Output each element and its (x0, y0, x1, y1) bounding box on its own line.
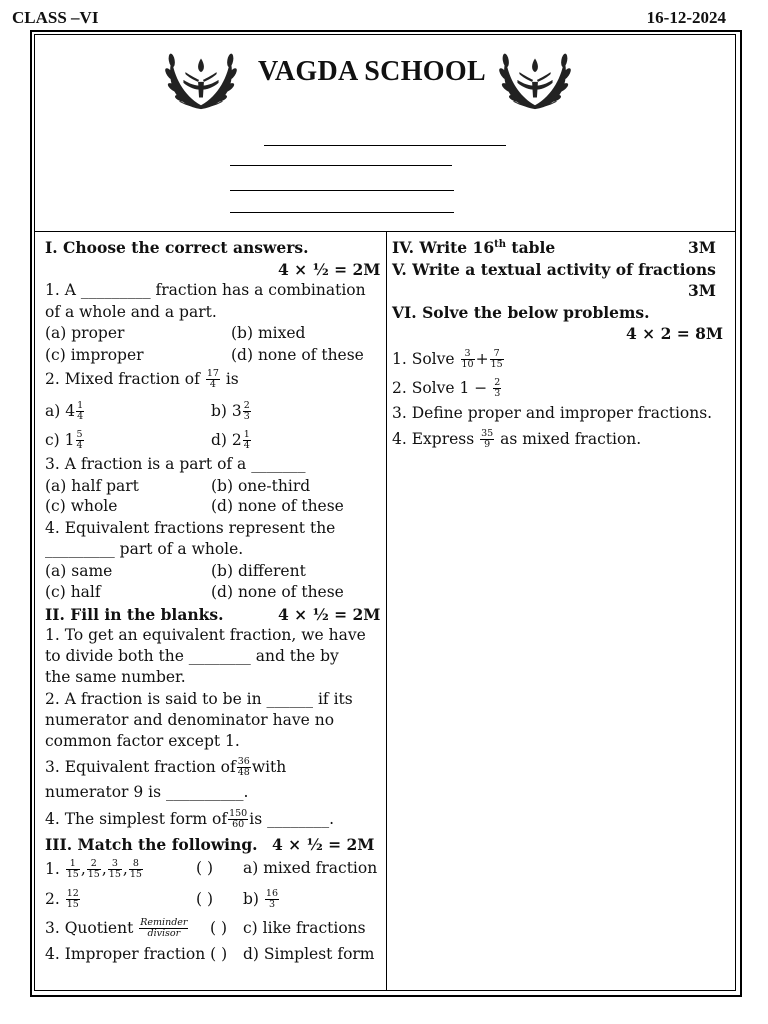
section-2-marks: 4 × ½ = 2M (278, 605, 381, 624)
s1-q1-option-a: (a) proper (45, 324, 125, 342)
s1-q4-option-c: (c) half (45, 583, 101, 601)
section-5-title: V. Write a textual activity of fractions (392, 260, 716, 279)
s1-q1-option-d: (d) none of these (231, 346, 364, 364)
s1-q3-option-b: (b) one-third (211, 477, 311, 495)
s1-q2-option-c: c) 1 $\frac{5}{4}$ (45, 428, 83, 451)
s1-q4-line1: 4. Equivalent fractions represent the (45, 519, 336, 537)
fraction: $\frac{17}{4}$ (206, 367, 219, 390)
s2-q2-line1: 2. A fraction is said to be in ______ if its (45, 690, 353, 708)
s1-q2-tail: is (225, 370, 239, 388)
section-2-title: II. Fill in the blanks. (45, 605, 224, 624)
header-divider (34, 231, 735, 232)
s2-q1-line2: to divide both the ________ and the by (45, 647, 339, 665)
s1-q2-text: 2. Mixed fraction of (45, 370, 200, 388)
s3-row-1-question: 1. $\frac{1}{15}$ , $\frac{2}{15}$ , $\frac{3}{15}$ , $\frac{8}{15}$ (45, 857, 142, 880)
s2-q4: 4. The simplest form of $\frac{150}{60}$ is ________. (45, 807, 334, 830)
s3-row-3-question: 3. Quotient $\frac{\text{Reminder}}{\text{divisor}}$ (45, 916, 188, 939)
section-3-marks: 4 × ½ = 2M (272, 835, 375, 854)
s6-problem-1: 1. Solve $\frac{3}{10}$ + $\frac{7}{15}$ (392, 347, 503, 370)
s3-row-2-answer: b) $\frac{16}{3}$ (243, 887, 279, 910)
s1-q1-line2: of a whole and a part. (45, 303, 217, 321)
s1-q2-option-d: d) 2 $\frac{1}{4}$ (211, 428, 250, 451)
s2-q1-line1: 1. To get an equivalent fraction, we have (45, 626, 366, 644)
s6-problem-4: 4. Express $\frac{35}{9}$ as mixed fraction. (392, 427, 642, 450)
class-label: CLASS –VI (12, 8, 99, 27)
s3-row-3-answer: c) like fractions (243, 919, 366, 937)
s1-q3: 3. A fraction is a part of a _______ (45, 455, 306, 473)
blank-line-2 (230, 190, 454, 191)
s2-q1-line3: the same number. (45, 668, 186, 686)
section-6-marks: 4 × 2 = 8M (626, 324, 724, 343)
school-name: VAGDA SCHOOL (258, 56, 486, 87)
section-6-title: VI. Solve the below problems. (392, 303, 650, 322)
s1-q4-option-b: (b) different (211, 562, 306, 580)
section-3-title: III. Match the following. (45, 835, 258, 854)
s6-problem-2: 2. Solve 1 − $\frac{2}{3}$ (392, 376, 501, 399)
section-1-title: I. Choose the correct answers. (45, 238, 309, 257)
s1-q3-option-a: (a) half part (45, 477, 139, 495)
school-logo-right-icon (496, 36, 574, 116)
s1-q1-option-b: (b) mixed (231, 324, 306, 342)
s2-q3-line2: numerator 9 is __________. (45, 783, 249, 801)
s3-row-2-question: 2. $\frac{12}{15}$ (45, 887, 79, 910)
s3-row-3-paren: ( ) (210, 919, 228, 937)
s1-q3-option-d: (d) none of these (211, 497, 344, 515)
blank-line-name (264, 145, 506, 146)
s3-row-2-paren: ( ) (196, 890, 214, 908)
s1-q1-line1: 1. A _________ fraction has a combination (45, 281, 366, 299)
blank-line-1 (230, 165, 452, 166)
exam-date: 16-12-2024 (646, 8, 726, 27)
section-5-marks: 3M (688, 281, 716, 300)
s2-q3-line1: 3. Equivalent fraction of $\frac{36}{48}$ with (45, 755, 287, 778)
s2-q2-line2: numerator and denominator have no (45, 711, 335, 729)
s1-q4-option-d: (d) none of these (211, 583, 344, 601)
s1-q2-option-a: a) 4 $\frac{1}{4}$ (45, 399, 84, 422)
s1-q2-option-b: b) 3 $\frac{2}{3}$ (211, 399, 250, 422)
blank-line-3 (230, 212, 454, 213)
s1-q2 (45, 363, 239, 395)
s1-q3-option-c: (c) whole (45, 497, 118, 515)
section-4-title: IV. Write 16th table (392, 238, 556, 257)
s1-q1-option-c: (c) improper (45, 346, 144, 364)
s3-row-1-answer: a) mixed fraction (243, 859, 378, 877)
section-4-marks: 3M (688, 238, 716, 257)
s1-q4-line2: _________ part of a whole. (45, 540, 244, 558)
s6-problem-3: 3. Define proper and improper fractions. (392, 404, 713, 422)
s3-row-4-question: 4. Improper fraction ( ) (45, 945, 228, 963)
s3-row-4-answer: d) Simplest form (243, 945, 375, 963)
s1-q4-option-a: (a) same (45, 562, 113, 580)
s2-q2-line3: common factor except 1. (45, 732, 240, 750)
s3-row-1-paren: ( ) (196, 859, 214, 877)
school-logo-left-icon (162, 36, 240, 116)
column-divider (386, 232, 387, 990)
section-1-marks: 4 × ½ = 2M (278, 260, 381, 279)
